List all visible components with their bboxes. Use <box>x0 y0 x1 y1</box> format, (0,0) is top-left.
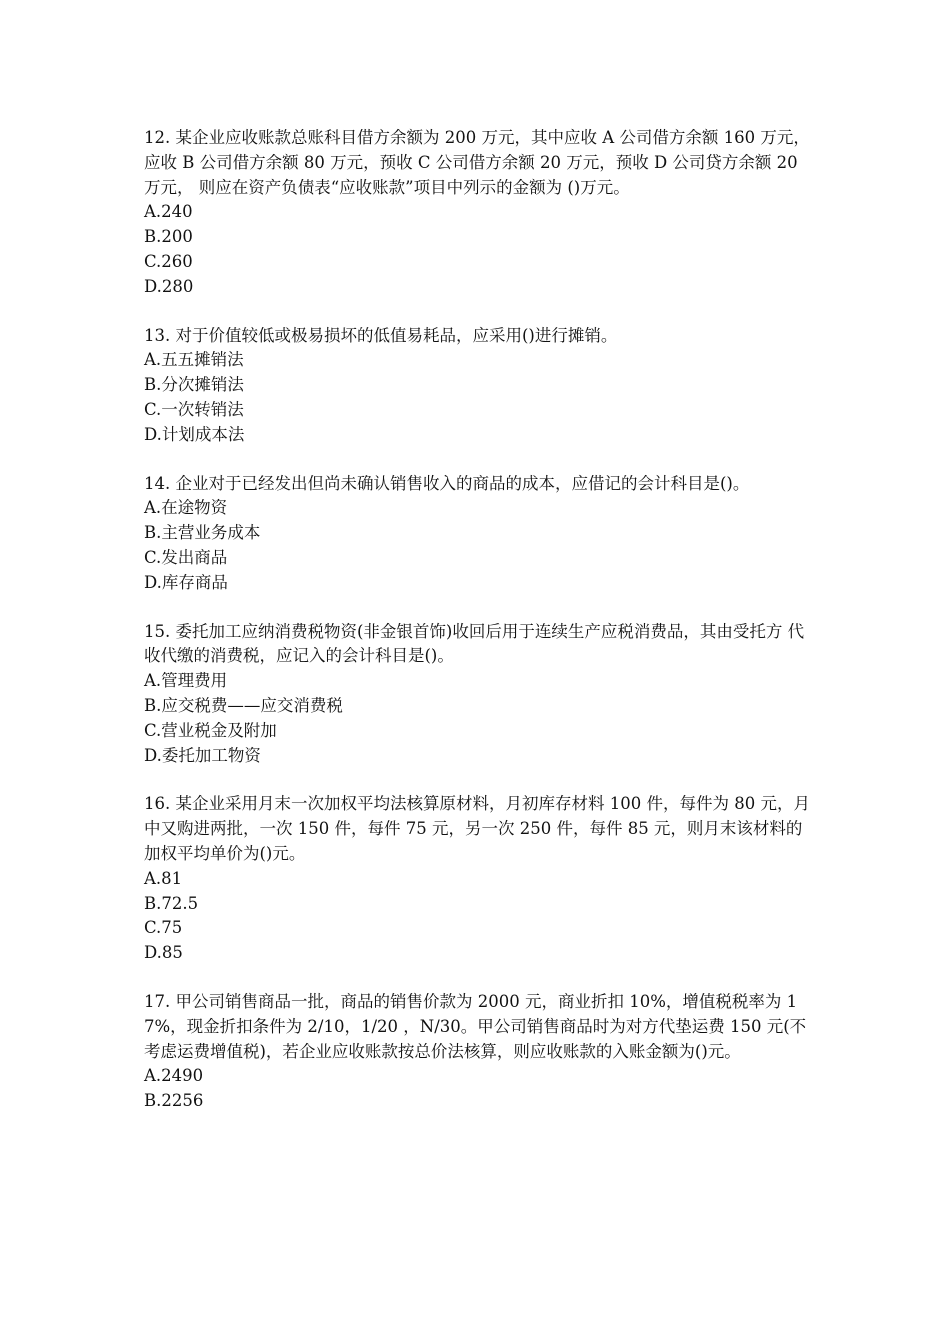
question-text: 17. 甲公司销售商品一批，商品的销售价款为 2000 元，商业折扣 10%，增值税税率为 17%，现金折扣条件为 2/10，1/20 ，N/30。甲公司销售商品时为对方代垫运费 150 元(不考虑运费增值税)，若企业应收账款按总价法核算，则应收账款的入账金额为()元。 <box>144 991 807 1061</box>
option-b: B.2256 <box>144 1091 204 1111</box>
option-c: C.260 <box>144 251 193 271</box>
option-c: C.营业税金及附加 <box>144 720 277 740</box>
option-a: A.在途物资 <box>144 498 228 518</box>
option-b: B.应交税费——应交消费税 <box>144 695 343 715</box>
option-d: D.280 <box>144 276 194 296</box>
question-15 <box>144 620 814 769</box>
option-a: A.240 <box>144 202 193 222</box>
option-a: A.管理费用 <box>144 671 228 691</box>
question-text: 13. 对于价值较低或极易损坏的低值易耗品，应采用()进行摊销。 <box>144 325 618 345</box>
option-a: A.81 <box>144 868 183 888</box>
option-c: C.一次转销法 <box>144 399 244 419</box>
option-d: D.委托加工物资 <box>144 745 261 765</box>
option-a: A.五五摊销法 <box>144 350 244 370</box>
question-17 <box>144 990 814 1114</box>
question-16 <box>144 792 814 966</box>
option-b: B.主营业务成本 <box>144 523 261 543</box>
option-c: C.发出商品 <box>144 547 228 567</box>
option-b: B.分次摊销法 <box>144 375 244 395</box>
question-text: 16. 某企业采用月末一次加权平均法核算原材料，月初库存材料 100 件，每件为 80 元，月中又购进两批，一次 150 件，每件 75 元，另一次 250 件，每件 85 元，则月末该材料的加权平均单价为()元。 <box>144 794 810 863</box>
option-c: C.75 <box>144 918 183 938</box>
option-d: D.计划成本法 <box>144 424 245 444</box>
option-b: B.200 <box>144 227 193 247</box>
question-13 <box>144 324 814 448</box>
option-b: B.72.5 <box>144 893 199 913</box>
question-14 <box>144 472 814 596</box>
document-page <box>144 126 814 1138</box>
option-a: A.2490 <box>144 1066 204 1086</box>
question-text: 15. 委托加工应纳消费税物资(非金银首饰)收回后用于连续生产应税消费品，其由受托方 代收代缴的消费税，应记入的会计科目是()。 <box>144 621 805 666</box>
question-12 <box>144 126 814 300</box>
question-text: 12. 某企业应收账款总账科目借方余额为 200 万元，其中应收 A 公司借方余额 160 万元，应收 B 公司借方余额 80 万元，预收 C 公司借方余额 20 万元，预收 D 公司贷方余额 20 万元， 则应在资产负债表“应收账款”项目中列示的金额为 ()万元。 <box>144 128 810 197</box>
question-text: 14. 企业对于已经发出但尚未确认销售收入的商品的成本，应借记的会计科目是()。 <box>144 473 750 493</box>
option-d: D.库存商品 <box>144 572 228 592</box>
option-d: D.85 <box>144 943 183 963</box>
